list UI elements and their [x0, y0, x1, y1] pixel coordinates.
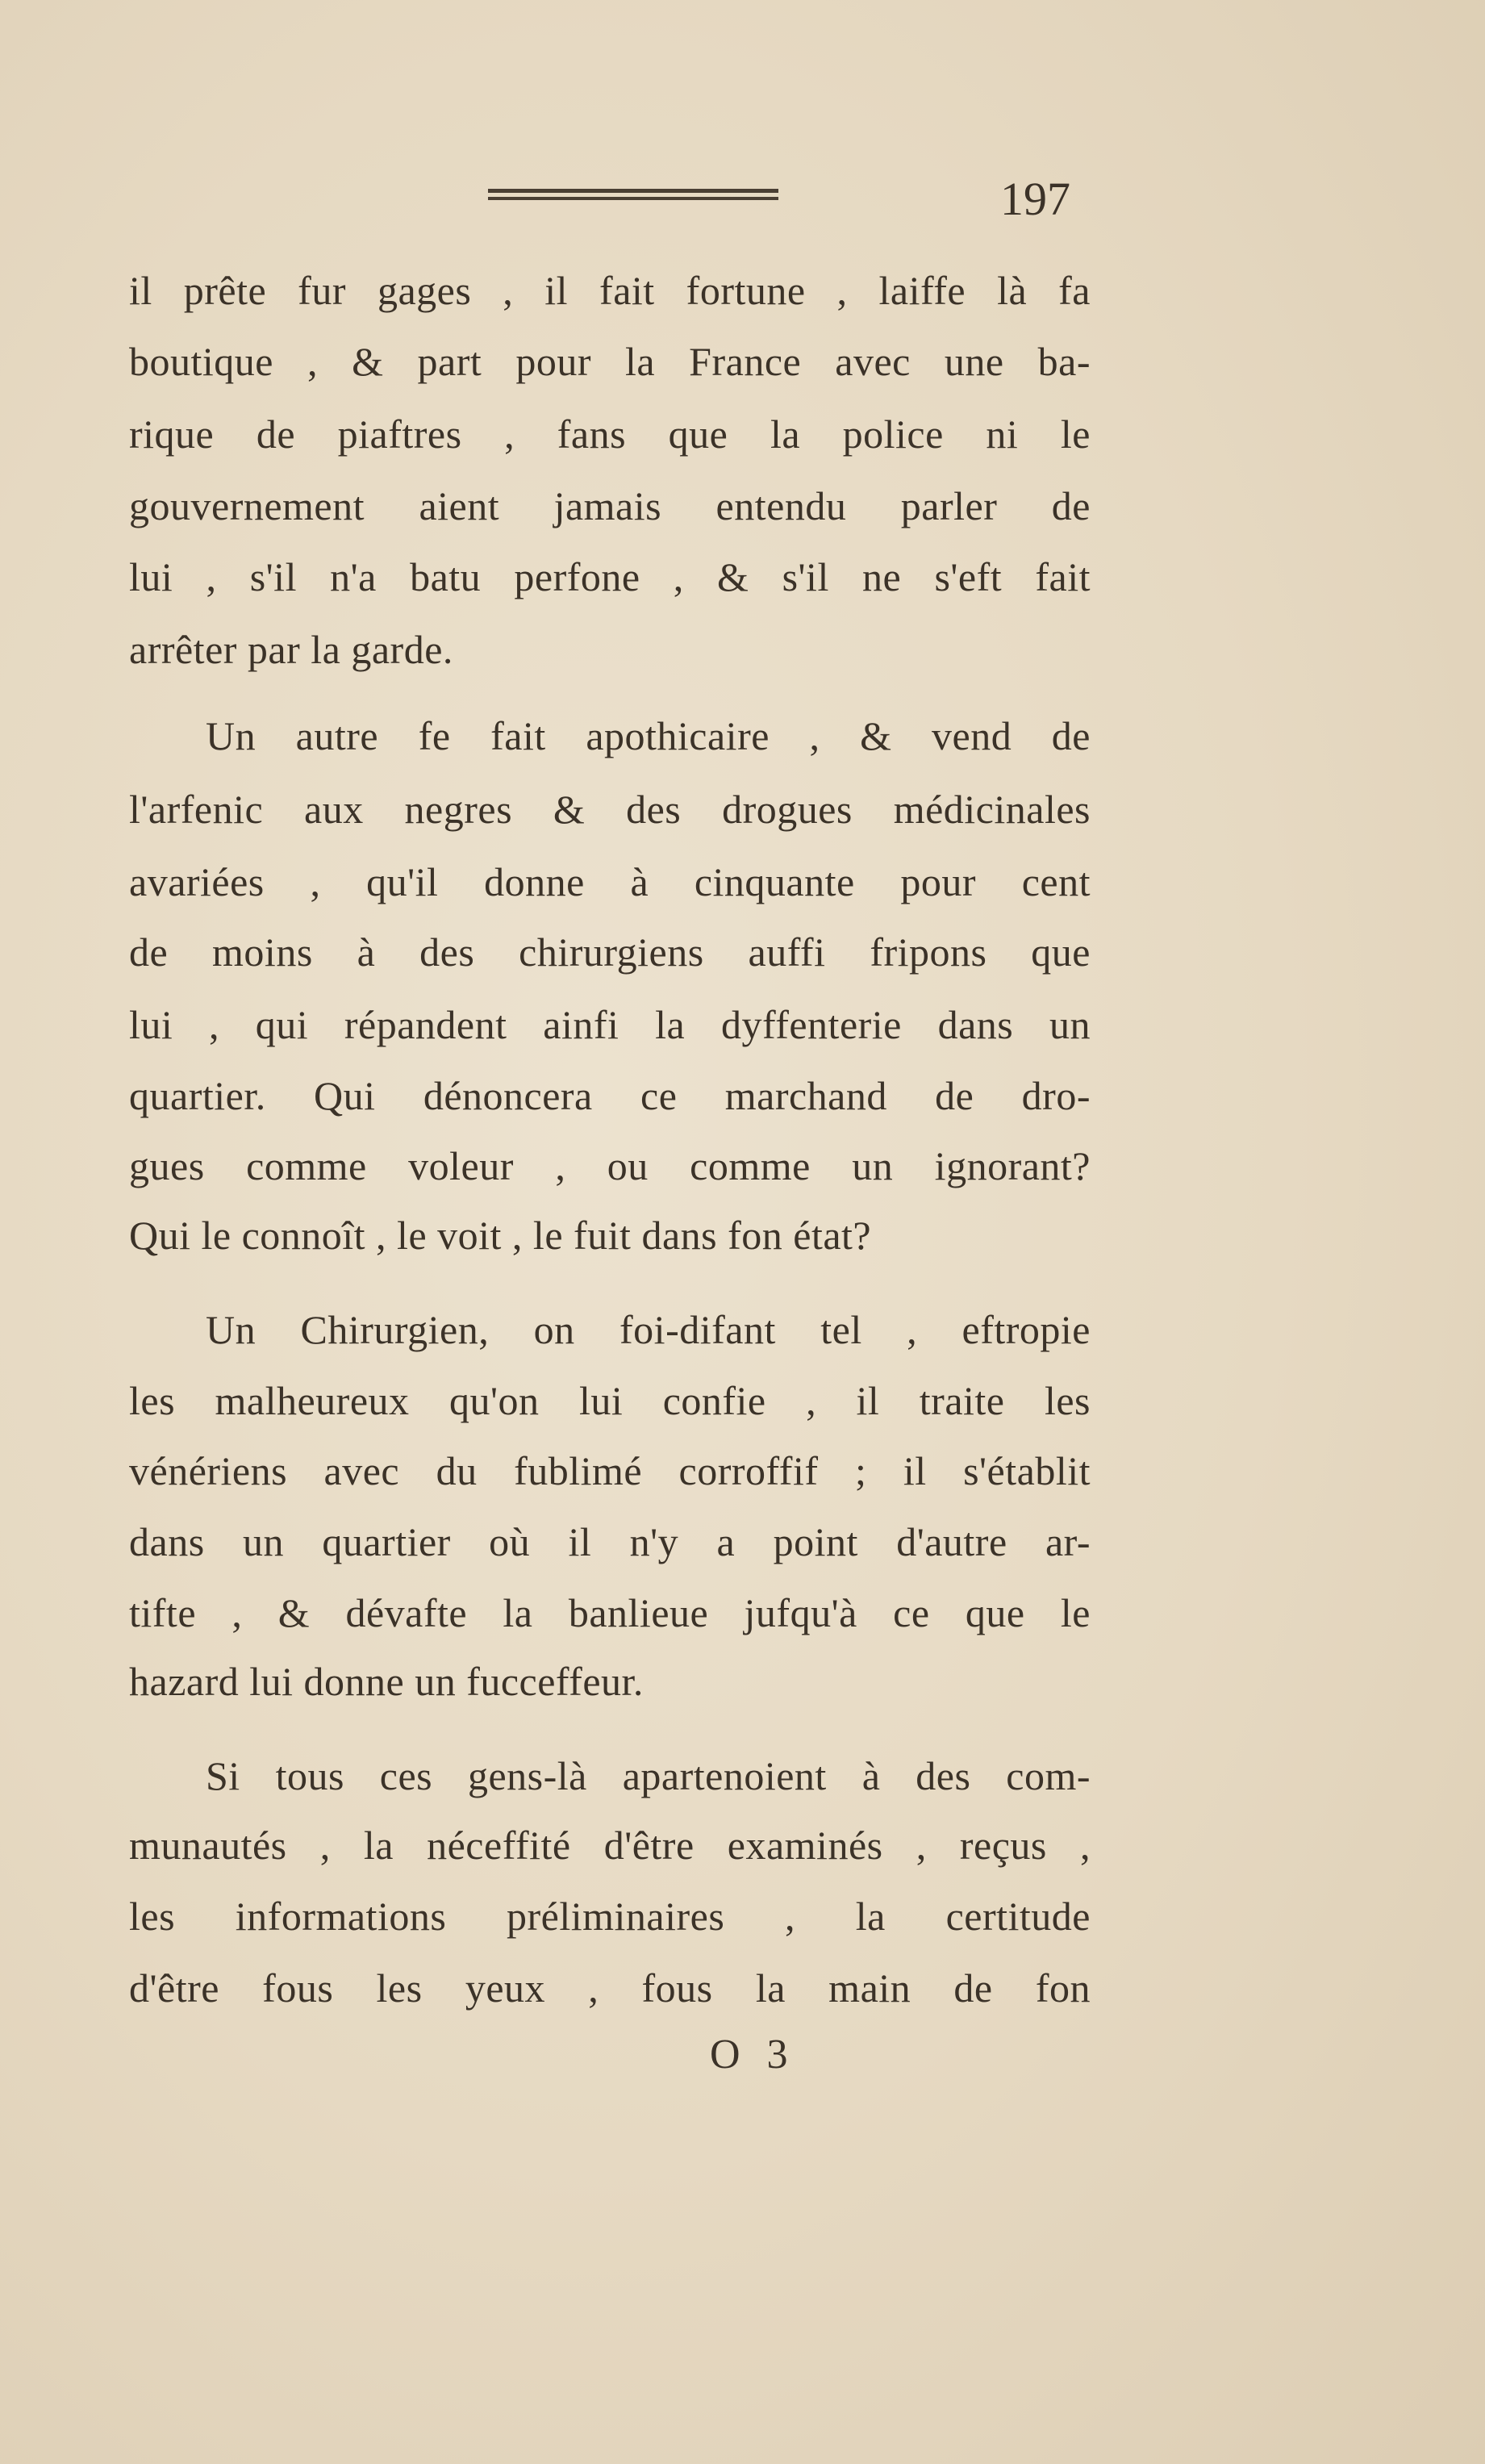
text-line: boutique , & part pour la France avec une ba-: [129, 339, 1091, 384]
text-line: Si tous ces gens-là apartenoient à des com-: [206, 1753, 1091, 1798]
text-line: d'être fous les yeux , fous la main de fon: [129, 1965, 1091, 2011]
text-line: lui , qui répandent ainfi la dyffenterie dans un: [129, 1002, 1091, 1047]
text-line: les informations préliminaires , la certitude: [129, 1894, 1091, 1939]
text-line: vénériens avec du fublimé corroffif ; il s'établit: [129, 1448, 1091, 1493]
page-number: 197: [1000, 173, 1070, 225]
text-line: Qui le connoît , le voit , le fuit dans fon état?: [129, 1213, 872, 1258]
text-line: Un Chirurgien, on foi-difant tel , eftropie: [206, 1307, 1091, 1352]
header-rule: [488, 189, 778, 200]
signature-mark: O 3: [710, 2032, 796, 2078]
text-line: avariées , qu'il donne à cinquante pour cent: [129, 859, 1091, 904]
text-line: hazard lui donne un fucceffeur.: [129, 1659, 644, 1704]
text-line: dans un quartier où il n'y a point d'autre ar-: [129, 1519, 1091, 1564]
text-line: l'arfenic aux negres & des drogues médicinales: [129, 787, 1091, 832]
text-line: les malheureux qu'on lui confie , il traite les: [129, 1378, 1091, 1423]
text-line: rique de piaftres , fans que la police ni le: [129, 411, 1091, 457]
text-line: gouvernement aient jamais entendu parler de: [129, 483, 1091, 528]
text-line: Un autre fe fait apothicaire , & vend de: [206, 713, 1091, 758]
text-line: il prête fur gages , il fait fortune , laiffe là fa: [129, 268, 1091, 313]
text-line: munautés , la néceffité d'être examinés , reçus ,: [129, 1823, 1091, 1868]
text-line: tifte , & dévafte la banlieue jufqu'à ce que le: [129, 1590, 1091, 1635]
text-line: lui , s'il n'a batu perfone , & s'il ne s'eft fait: [129, 554, 1091, 599]
text-line: arrêter par la garde.: [129, 627, 453, 672]
text-line: gues comme voleur , ou comme un ignorant?: [129, 1143, 1091, 1188]
text-line: quartier. Qui dénoncera ce marchand de dro-: [129, 1073, 1091, 1118]
text-line: de moins à des chirurgiens auffi fripons que: [129, 929, 1091, 975]
